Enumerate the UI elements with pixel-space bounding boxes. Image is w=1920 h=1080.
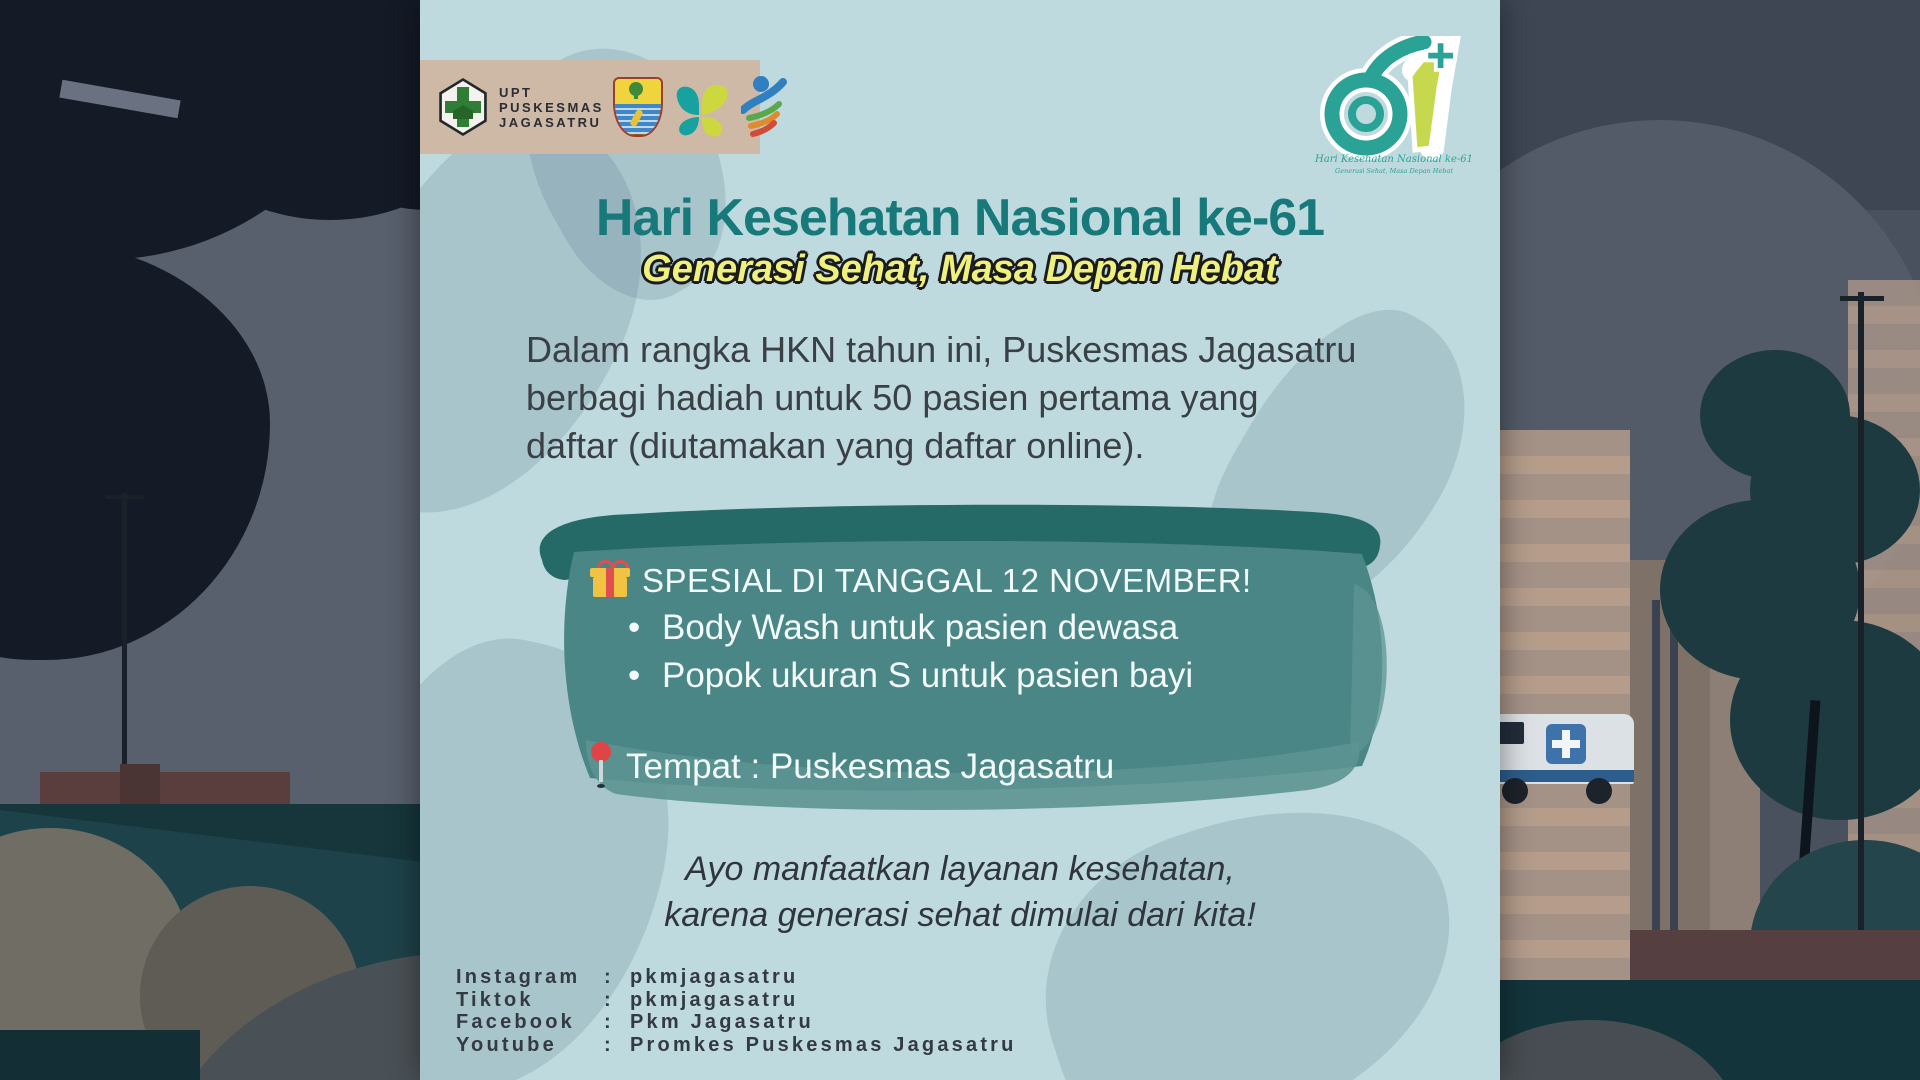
social-platform: Instagram: [456, 966, 581, 988]
highlight-heading: SPESIAL DI TANGGAL 12 NOVEMBER!: [642, 562, 1252, 599]
social-separator: :: [604, 1033, 614, 1056]
intro-line: daftar (diutamakan yang daftar online).: [526, 425, 1145, 466]
gift-icon: [590, 560, 630, 598]
social-platform: Tiktok: [456, 988, 534, 1011]
social-media-list: [456, 966, 1017, 1056]
puskesmas-cross-logo-icon: [436, 78, 490, 136]
poster-title: Hari Kesehatan Nasional ke-61: [595, 189, 1325, 247]
bullet-marker: •: [628, 608, 641, 647]
social-platform: Facebook: [456, 1011, 575, 1033]
closing-line: Ayo manfaatkan layanan kesehatan,: [685, 850, 1235, 888]
org-name: [499, 85, 604, 130]
street-pole-crossbar: [1840, 296, 1884, 301]
location-text: Tempat : Puskesmas Jagasatru: [626, 747, 1115, 786]
social-row-youtube: [456, 1034, 1017, 1057]
social-separator: :: [604, 988, 614, 1011]
social-handle: pkmjagasatru: [630, 966, 799, 988]
intro-line: Dalam rangka HKN tahun ini, Puskesmas Jagasatru: [526, 329, 1357, 370]
building-silhouette: [120, 764, 160, 804]
poster: [420, 0, 1500, 1080]
org-name-line: JAGASATRU: [499, 114, 602, 130]
cirebon-city-shield-icon: [613, 77, 663, 137]
social-row-instagram: [456, 966, 1017, 989]
social-row-facebook: [456, 1011, 1017, 1034]
closing-message: [420, 846, 1500, 938]
highlight-box: [512, 494, 1402, 830]
highlight-item: [628, 656, 1193, 696]
hkn-logo-subcaption: Generasi Sehat, Masa Depan Hebat: [1335, 167, 1453, 175]
org-name-line: UPT: [499, 84, 533, 100]
location-row: [590, 742, 1114, 788]
highlight-item: [628, 608, 1178, 648]
left-background: [0, 0, 420, 1080]
tree-canopy: [0, 240, 270, 660]
intro-paragraph: [526, 326, 1426, 470]
intro-line: berbagi hadiah untuk 50 pasien pertama yang: [526, 377, 1259, 418]
ambulance-icon: [1500, 706, 1644, 816]
social-row-tiktok: [456, 989, 1017, 1012]
building-silhouette: [40, 772, 290, 804]
closing-line: karena generasi sehat dimulai dari kita!: [664, 896, 1256, 934]
social-handle: pkmjagasatru: [630, 988, 799, 1011]
highlight-item-text: Popok ukuran S untuk pasien bayi: [662, 656, 1194, 695]
hkn-logo-caption: Hari Kesehatan Nasional ke-61: [1315, 154, 1473, 165]
germas-figure-logo-icon: [741, 74, 787, 140]
social-handle: Pkm Jagasatru: [630, 1011, 814, 1033]
logo-bar: [420, 60, 760, 154]
street-pole-crossbar: [106, 495, 144, 499]
hkn-61-logo-icon: [1314, 36, 1474, 178]
ground-front: [0, 1030, 200, 1080]
poster-subtitle: Generasi Sehat, Masa Depan Hebat: [642, 248, 1278, 290]
health-clover-logo-icon: [672, 75, 732, 139]
bullet-marker: •: [628, 656, 641, 695]
highlight-item-text: Body Wash untuk pasien dewasa: [662, 608, 1179, 647]
social-handle: Promkes Puskesmas Jagasatru: [630, 1033, 1017, 1056]
social-separator: :: [604, 966, 614, 988]
social-platform: Youtube: [456, 1033, 557, 1056]
highlight-heading-row: [590, 560, 1252, 600]
org-name-line: PUSKESMAS: [499, 99, 604, 115]
social-separator: :: [604, 1011, 614, 1033]
pin-icon: [590, 742, 612, 788]
right-background: [1500, 0, 1920, 1080]
